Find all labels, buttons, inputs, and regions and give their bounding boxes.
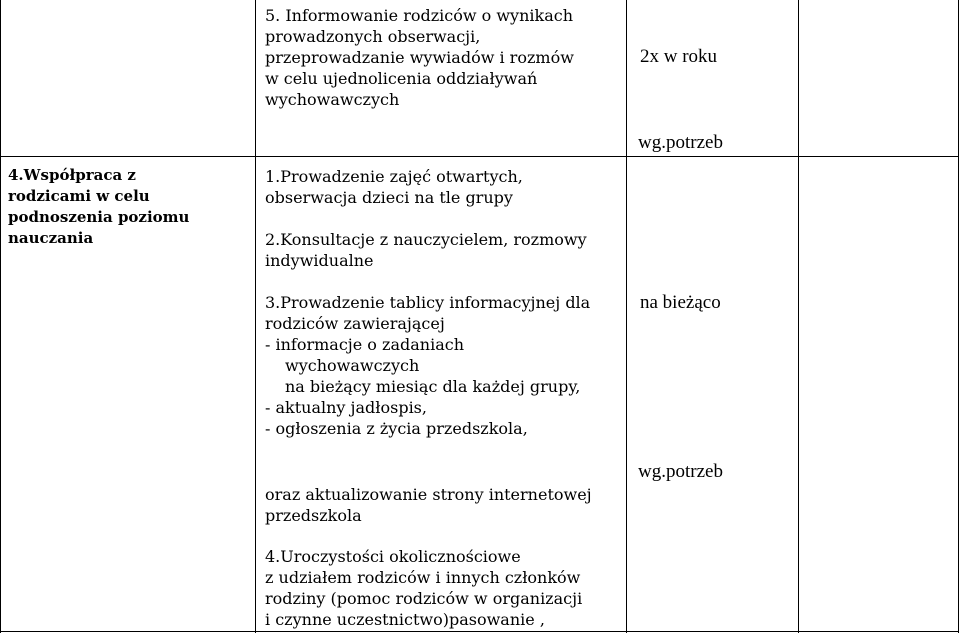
section-title-line: 4.Współpraca z [8, 166, 136, 184]
table-border-right [958, 0, 959, 633]
activity-line: 3.Prowadzenie tablicy informacyjnej dla [265, 293, 591, 312]
table-column-divider-1 [255, 0, 256, 633]
activity-item-1 [265, 166, 523, 208]
activity-line: rodziny (pomoc rodziców w organizacji [265, 589, 583, 608]
table-border-bottom [0, 631, 959, 632]
table-row-divider [0, 156, 959, 157]
table-column-divider-2 [626, 0, 627, 633]
section-title-line: rodzicami w celu [8, 187, 150, 205]
activity-item-3 [265, 292, 590, 439]
activity-line: i czynne uczestnictwo)pasowanie , [265, 610, 545, 629]
activity-line: - aktualny jadłospis, [265, 398, 427, 417]
frequency-item-1: wg.potrzeb [638, 132, 723, 153]
activity-line: - informacje o zadaniach [265, 335, 464, 354]
activity-item-3-continuation [265, 484, 592, 526]
activity-line: 4.Uroczystości okolicznościowe [265, 547, 521, 566]
activity-line: - ogłoszenia z życia przedszkola, [265, 419, 528, 438]
activity-line: indywidualne [265, 251, 374, 270]
activity-line: wychowawczych [265, 90, 400, 109]
activity-line: 1.Prowadzenie zajęć otwartych, [265, 167, 523, 186]
table-border-left [0, 0, 1, 633]
activity-line: przeprowadzanie wywiadów i rozmów [265, 48, 574, 67]
activity-line: wychowawczych [285, 356, 420, 375]
activity-line: prowadzonych obserwacji, [265, 27, 481, 46]
frequency-item-3b: wg.potrzeb [638, 461, 723, 482]
activity-line: w celu ujednolicenia oddziaływań [265, 69, 538, 88]
activity-line: obserwacja dzieci na tle grupy [265, 188, 513, 207]
section-title-line: nauczania [8, 229, 94, 247]
activity-line: rodziców zawierającej [265, 314, 445, 333]
activity-line: przedszkola [265, 506, 362, 525]
activity-item-5 [265, 5, 574, 110]
activity-line: z udziałem rodziców i innych członków [265, 568, 581, 587]
activity-line: oraz aktualizowanie strony internetowej [265, 485, 592, 504]
frequency-item-5: 2x w roku [640, 46, 718, 67]
activity-line: na bieżący miesiąc dla każdej grupy, [285, 377, 581, 396]
section-title-line: podnoszenia poziomu [8, 208, 190, 226]
frequency-item-3: na bieżąco [640, 292, 721, 313]
activity-line: 5. Informowanie rodziców o wynikach [265, 6, 574, 25]
activity-item-4 [265, 546, 582, 630]
table-column-divider-3 [798, 0, 799, 633]
section-title [8, 165, 189, 249]
activity-line: 2.Konsultacje z nauczycielem, rozmowy [265, 230, 587, 249]
activity-item-2 [265, 229, 587, 271]
